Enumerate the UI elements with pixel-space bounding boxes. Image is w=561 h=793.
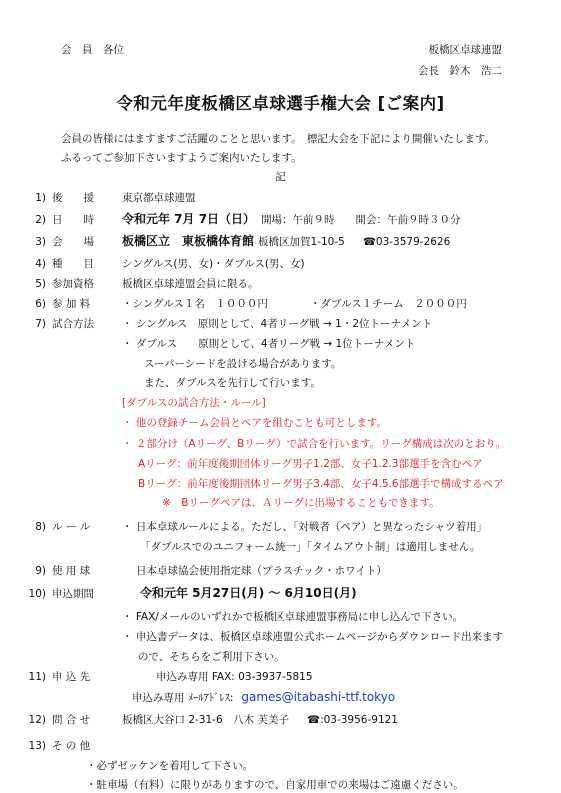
item-number: 8)	[35, 521, 46, 533]
document-title: 令和元年度板橋区卓球選手権大会 [ご案内]	[116, 94, 445, 113]
item-number: 13)	[28, 740, 46, 752]
item-label: 日 時	[52, 214, 94, 226]
item-4	[22, 256, 305, 271]
doubles-rule-1: ・ 他の登録チーム会員とペアを組むことも可とします。	[122, 417, 387, 429]
item-number: 11)	[28, 671, 46, 683]
contact-text: 板橋区大谷口 2-31-6 八木 芙美子	[122, 714, 289, 726]
item-number: 1)	[35, 192, 46, 204]
format-doubles: ・ ダブルス 原則として、4者リーグ戦 → 1位トーナメント	[122, 338, 416, 350]
other-note-1: ・必ずゼッケンを着用して下さい。	[86, 760, 254, 772]
format-doubles-first: また、ダブルスを先行して行います。	[144, 377, 321, 389]
doubles-rules-heading: [ダブルスの試合方法・ルール]	[122, 397, 266, 409]
email-address[interactable]: games@itabashi-ttf.tokyo	[241, 690, 396, 704]
sender-organization: 板橋区卓球連盟	[428, 44, 502, 56]
item-label: 申 込 先	[52, 671, 91, 683]
item-number: 7)	[35, 318, 46, 330]
item-6	[22, 296, 467, 311]
venue-phone: ☎03-3579-2626	[362, 236, 451, 248]
item-1	[22, 190, 196, 205]
application-fax: 申込み専用 FAX: 03-3937-5815	[156, 671, 313, 683]
sponsor-text: 東京都卓球連盟	[122, 192, 196, 204]
contact-phone: ☎:03-3956-9121	[306, 714, 398, 726]
venue-name: 板橋区立 東板橋体育館	[122, 234, 255, 248]
events-text: シングルス(男、女)・ダブルス(男、女)	[122, 258, 305, 270]
intro-line-2: ふるってご参加下さいますようご案内いたします。	[61, 152, 302, 164]
email-label: 申込み専用 ﾒｰﾙｱﾄﾞﾚｽ:	[132, 692, 234, 704]
item-number: 5)	[35, 278, 46, 290]
item-13	[22, 738, 90, 753]
item-label: 種 目	[52, 258, 94, 270]
eligibility-text: 板橋区卓球連盟会員に限る。	[122, 278, 259, 290]
doubles-rule-2: ・ ２部分け（Aリーグ、Bリーグ）で試合を行います。リーグ構成は次のとおり。	[122, 438, 507, 450]
event-date: 令和元年 7月 7日（日）	[122, 212, 256, 226]
item-number: 10)	[28, 588, 46, 600]
item-label: ル ー ル	[52, 521, 91, 533]
other-note-2: ・駐車場（有料）に限りがありますので、自家用車での来場はご遠慮ください。	[86, 779, 464, 791]
fee-singles: ・シングルス１名 １０００円	[122, 298, 268, 310]
item-label: 会 場	[52, 236, 94, 248]
rules-line-2: 「ダブルスでのユニフォーム統一」「タイムアウト制」は適用しません。	[140, 541, 481, 553]
item-label: 使 用 球	[52, 565, 91, 577]
item-label: 後 援	[52, 192, 94, 204]
rules-line-1: ・ 日本卓球ルールによる。ただし、「対戦者（ペア）と異なったシャツ着用」	[122, 521, 488, 533]
item-2	[22, 210, 461, 227]
item-number: 12)	[28, 714, 46, 726]
item-11	[22, 669, 313, 684]
sender-person: 会長 鈴木 浩二	[418, 65, 502, 77]
application-method: ・ FAX/メールのいずれかで板橋区卓球連盟事務局に申し込んで下さい。	[122, 611, 464, 623]
doubles-rule-b-league: Bリーグ：前年度後期団体リーグ男子3.4部、女子4.5.6部選手で構成するペア	[138, 478, 504, 490]
item-label: 問 合 せ	[52, 714, 91, 726]
event-time: 開場：午前９時 開会：午前９時３０分	[261, 214, 461, 226]
intro-line-1: 会員の皆様にはますますご活躍のことと思います。 標記大会を下記により開催いたします。	[61, 133, 496, 145]
item-number: 4)	[35, 258, 46, 270]
application-email-row	[132, 690, 395, 705]
item-label: 申込期間	[52, 588, 94, 600]
recipient: 会 員 各位	[61, 44, 124, 56]
item-label: そ の 他	[52, 740, 91, 752]
item-label: 試合方法	[52, 318, 94, 330]
doubles-rule-note: ※ Bリーグペアは、Ａリーグに出場することもできます。	[162, 497, 440, 509]
venue-address: 板橋区加賀1-10-5	[258, 236, 345, 248]
application-download: ・ 申込書データは、板橋区卓球連盟公式ホームページからダウンロード出来ます	[122, 631, 504, 643]
doubles-rule-a-league: Aリーグ：前年度後期団体リーグ男子1.2部、女子1.2.3部選手を含むペア	[138, 458, 483, 470]
fee-doubles: ・ダブルス１チーム ２０００円	[310, 298, 467, 310]
item-9	[22, 563, 387, 578]
item-number: 2)	[35, 214, 46, 226]
format-singles: ・ シングルス 原則として、4者リーグ戦 → 1・2位トーナメント	[122, 318, 433, 330]
item-5	[22, 276, 259, 291]
item-8	[22, 519, 487, 534]
item-number: 6)	[35, 298, 46, 310]
item-10	[22, 584, 357, 601]
item-7	[22, 316, 432, 331]
application-period: 令和元年 5月27日(月) ～ 6月10日(月)	[140, 586, 357, 600]
item-number: 3)	[35, 236, 46, 248]
ki-heading: 記	[275, 171, 286, 183]
format-superseed: スーパーシードを設ける場合があります。	[144, 358, 342, 370]
application-download-cont: ので、そちらをご利用下さい。	[138, 651, 285, 663]
item-label: 参加資格	[52, 278, 94, 290]
item-number: 9)	[35, 565, 46, 577]
ball-text: 日本卓球協会使用指定球（プラスチック・ホワイト）	[136, 565, 387, 577]
item-12	[22, 712, 398, 727]
item-label: 参 加 料	[52, 298, 91, 310]
item-3	[22, 232, 450, 249]
